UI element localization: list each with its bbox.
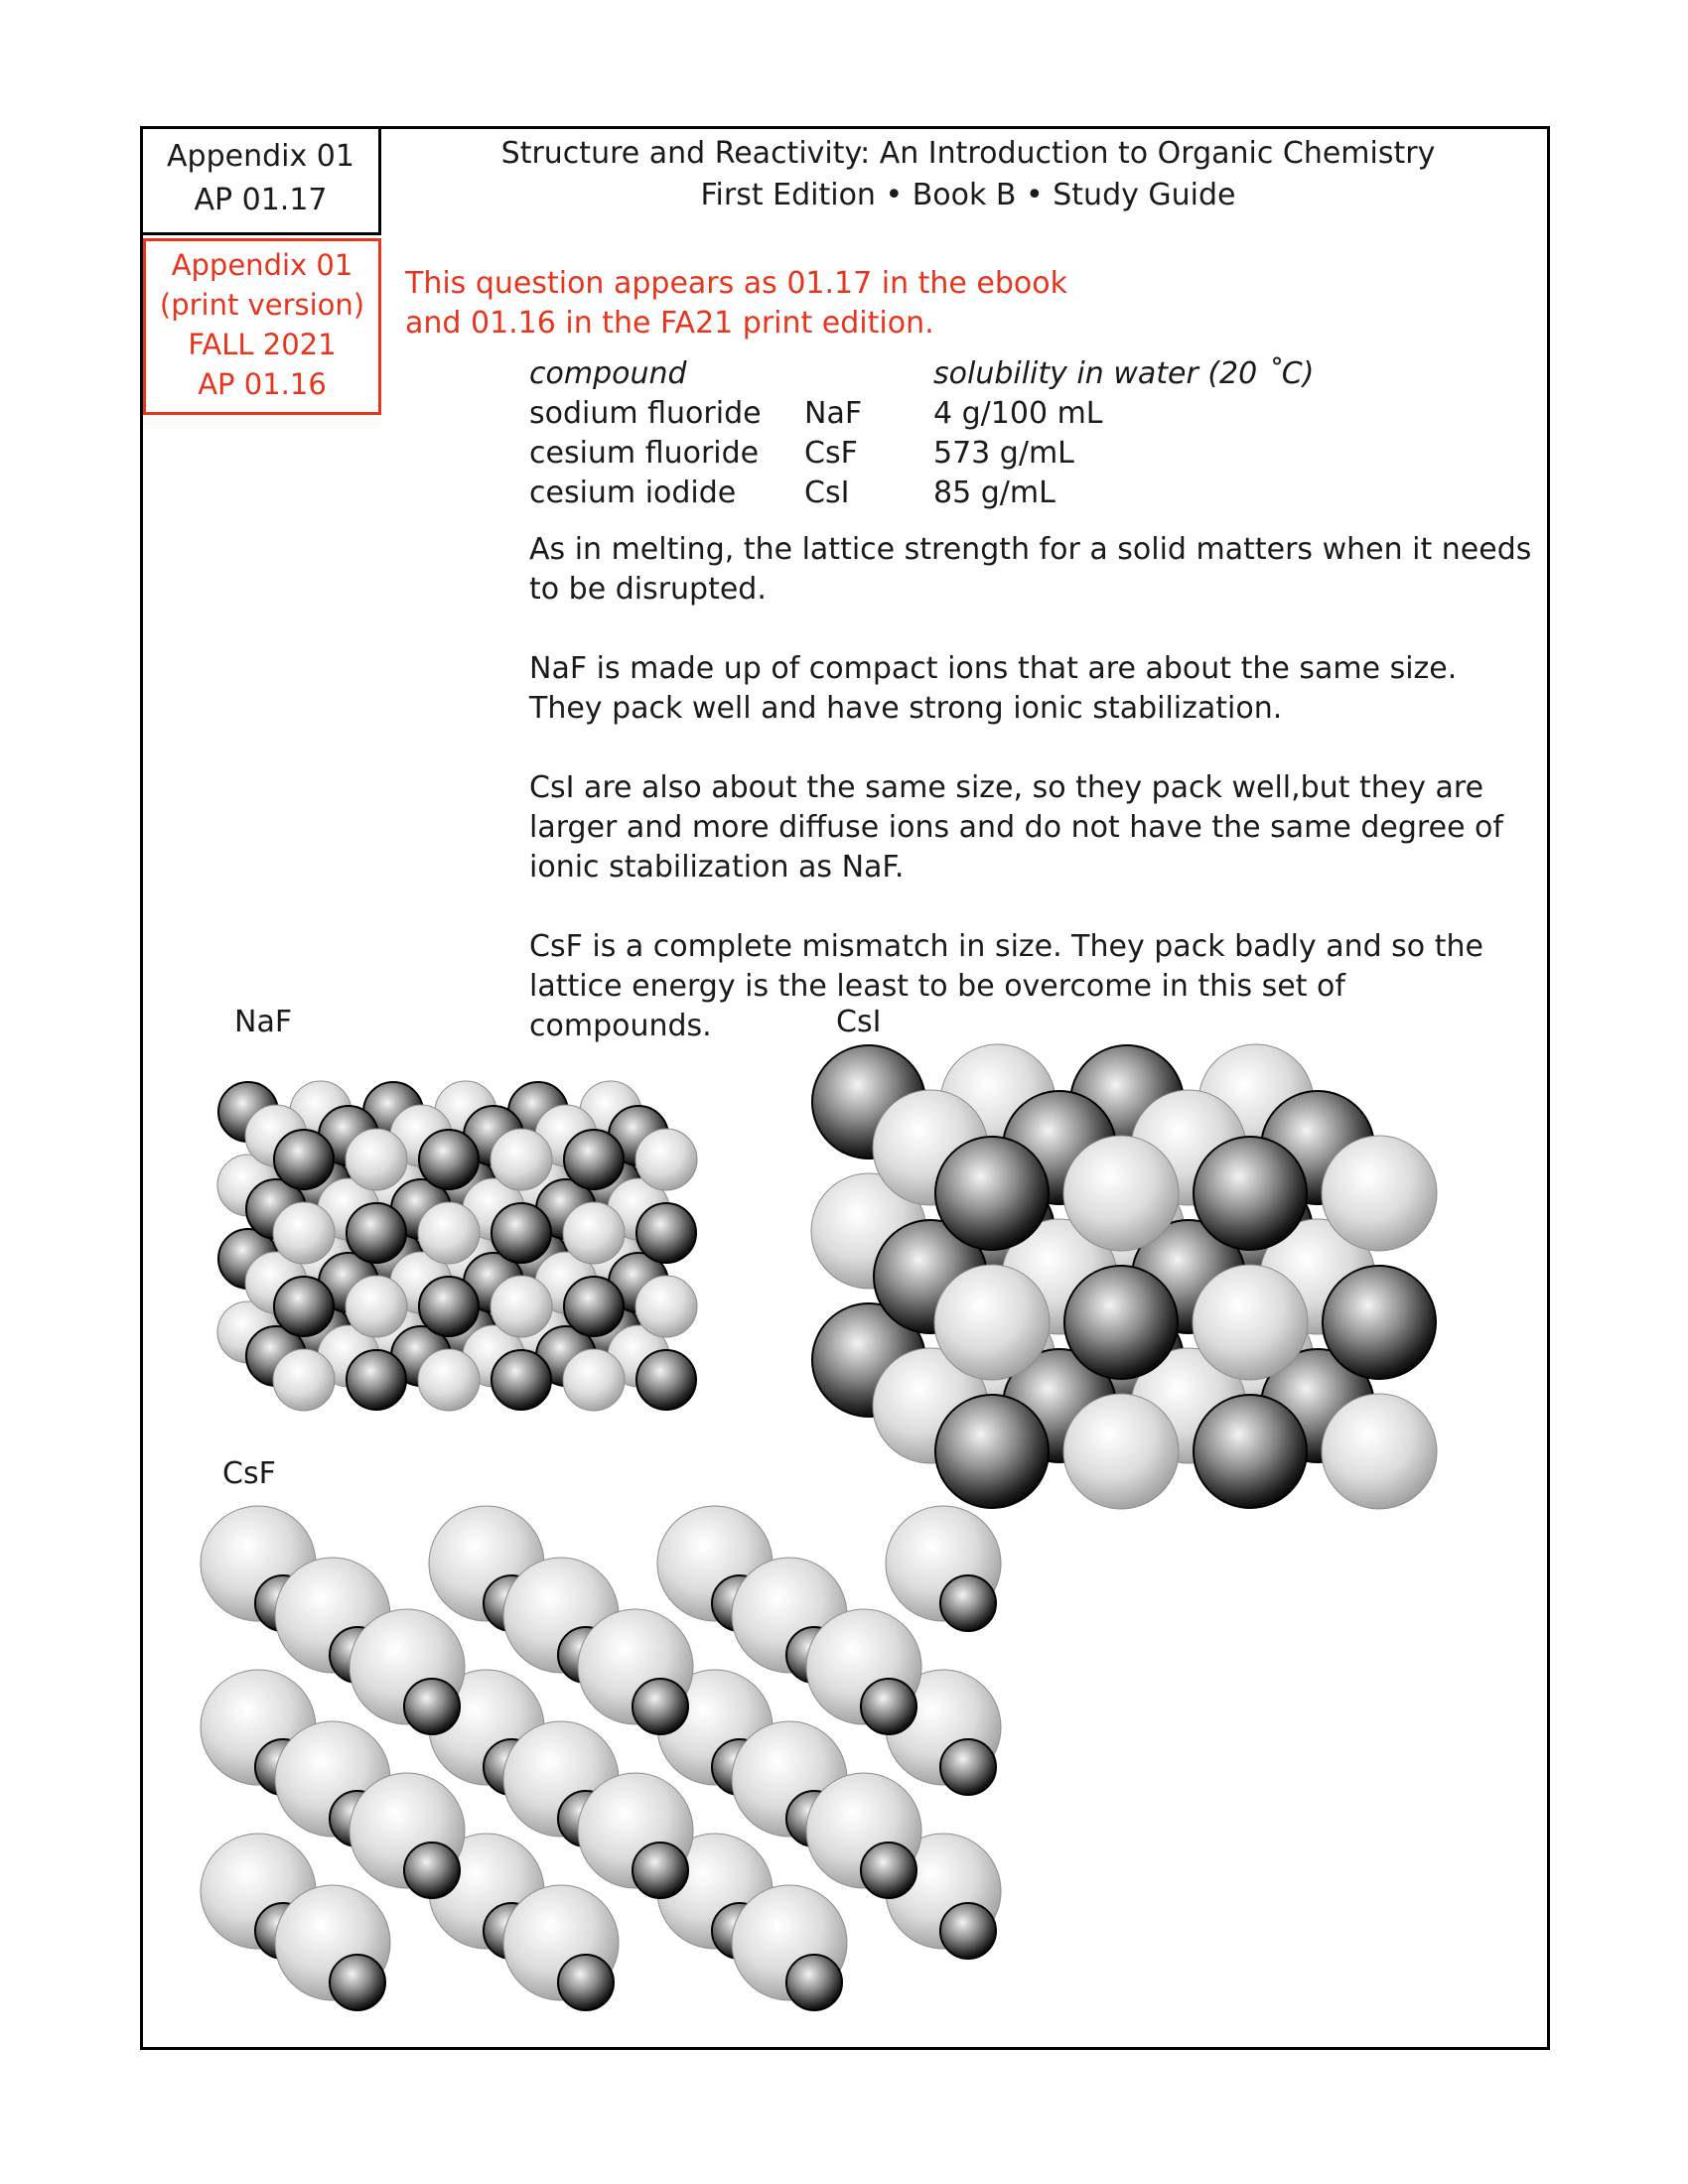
table-header-row [529,353,1331,393]
cation-sphere [935,1395,1049,1508]
print-appendix-label: Appendix 01 [171,248,353,282]
anion-sphere [563,1202,625,1264]
cation-sphere [1194,1395,1307,1508]
table-row [529,393,1331,433]
anion-sphere [346,1276,407,1337]
cation-sphere [861,1843,916,1898]
cation-sphere [1194,1137,1307,1250]
cation-sphere [564,1277,624,1336]
cation-sphere [404,1679,460,1734]
cation-sphere [940,1575,996,1631]
csf-lattice-figure [199,1504,1033,2040]
cation-sphere [404,1843,460,1898]
naf-lattice-figure [218,1082,755,1469]
anion-sphere [635,1129,697,1190]
cation-sphere [492,1350,551,1410]
cation-sphere [940,1903,996,1959]
print-number: AP 01.16 [198,367,327,401]
print-term-label: FALL 2021 [188,328,337,361]
compound-formula: CsF [804,435,858,471]
anion-sphere [1193,1265,1308,1380]
csi-figure-label: CsI [836,1005,882,1039]
cation-sphere [935,1137,1049,1250]
compound-name: sodium fluoride [529,395,762,431]
cation-sphere [861,1679,916,1734]
cation-sphere [419,1277,479,1336]
csi-lattice-figure [814,1047,1489,1564]
compound-formula: CsI [804,475,850,510]
edition-note-line-1: This question appears as 01.17 in the ebook [405,266,1068,301]
anion-sphere [491,1276,552,1337]
anion-sphere [346,1129,407,1190]
table-row [529,433,1331,473]
anion-sphere [1322,1394,1437,1509]
compound-name: cesium fluoride [529,435,760,471]
appendix-number: AP 01.17 [194,183,328,217]
anion-sphere [1322,1136,1437,1251]
csf-figure-label: CsF [222,1456,276,1491]
cation-sphere [1323,1266,1436,1379]
print-version-box [143,238,381,415]
cation-sphere [492,1203,551,1263]
cation-sphere [274,1277,334,1336]
compound-solubility: 85 g/mL [933,475,1055,510]
cation-sphere [330,1955,385,2010]
anion-sphere [273,1349,335,1411]
appendix-label: Appendix 01 [167,139,354,174]
cation-sphere [274,1130,334,1189]
anion-sphere [273,1202,335,1264]
cation-sphere [633,1843,688,1898]
anion-sphere [491,1129,552,1190]
cation-sphere [558,1955,614,2010]
cation-sphere [347,1350,406,1410]
cation-sphere [633,1679,688,1734]
compound-solubility: 4 g/100 mL [933,395,1103,431]
header-formula [804,353,933,393]
compound-formula: NaF [804,395,863,431]
anion-sphere [1063,1394,1179,1509]
anion-sphere [563,1349,625,1411]
cation-sphere [1064,1266,1178,1379]
cation-sphere [564,1130,624,1189]
edition-note [405,264,1160,343]
book-subtitle: First Edition • Book B • Study Guide [700,178,1236,212]
edition-note-line-2: and 01.16 in the FA21 print edition. [405,306,934,341]
cation-sphere [636,1350,696,1410]
paragraph-csf: CsF is a complete mismatch in size. They pack badly and so the lattice energy is the least to be overcome in this set of compounds. [529,929,1483,1043]
compound-name: cesium iodide [529,475,737,510]
anion-sphere [1063,1136,1179,1251]
cation-sphere [636,1203,696,1263]
naf-figure-label: NaF [234,1005,293,1039]
appendix-box [140,126,381,235]
anion-sphere [418,1202,480,1264]
book-title: Structure and Reactivity: An Introduction to Organic Chemistry [500,136,1436,171]
paragraph-naf: NaF is made up of compact ions that are about the same size. They pack well and have strong ionic stabilization. [529,651,1458,726]
anion-sphere [635,1276,697,1337]
page-header [387,133,1549,216]
cation-sphere [347,1203,406,1263]
anion-sphere [934,1265,1050,1380]
explanation-text [529,530,1532,1086]
cation-sphere [940,1739,996,1795]
compound-solubility: 573 g/mL [933,435,1074,471]
anion-sphere [418,1349,480,1411]
cation-sphere [786,1955,842,2010]
print-version-label: (print version) [159,288,365,322]
paragraph-lattice: As in melting, the lattice strength for a solid matters when it needs to be disrupted. [529,532,1532,607]
paragraph-csi: CsI are also about the same size, so they pack well,but they are larger and more diffuse ions and do not have the same degree of ionic stabilization as NaF. [529,770,1503,885]
solubility-table [529,353,1331,512]
cation-sphere [419,1130,479,1189]
table-row [529,473,1331,512]
header-solubility: solubility in water (20 ˚C) [933,355,1315,391]
header-compound: compound [529,355,687,391]
